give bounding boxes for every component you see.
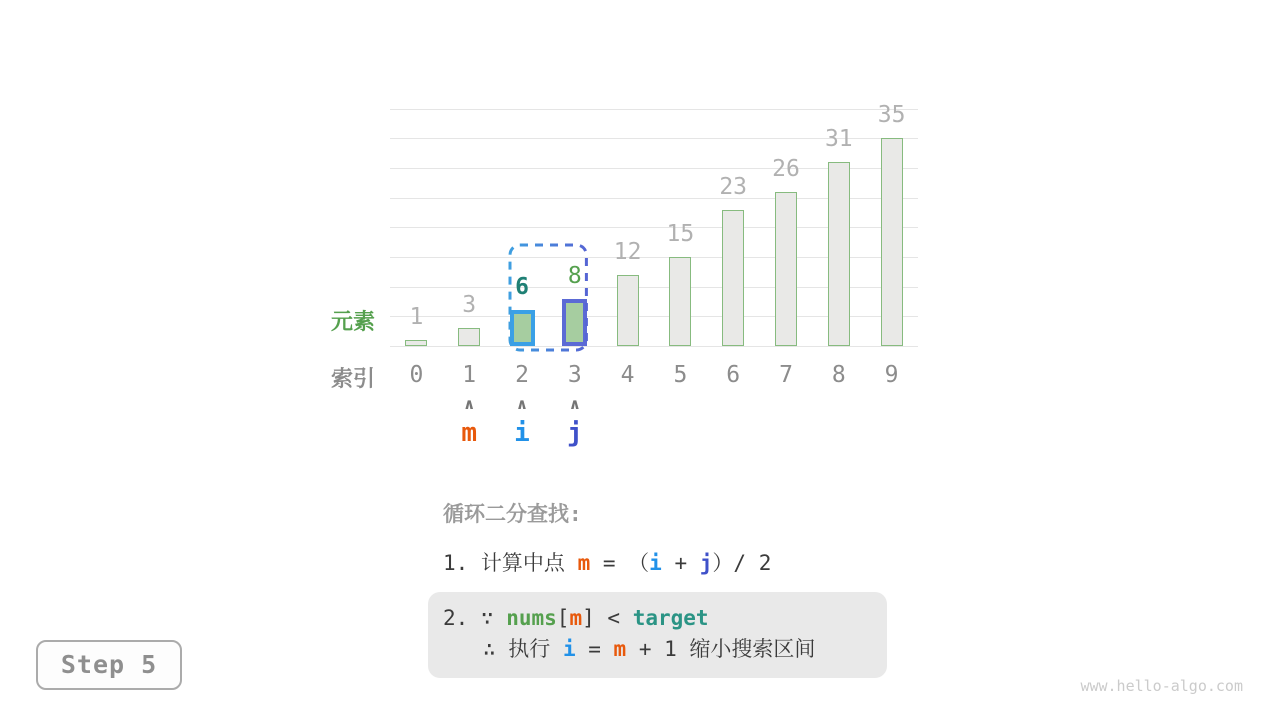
text-segment: 2. ∵	[443, 606, 507, 630]
bar-value-label: 26	[772, 155, 800, 182]
bar-value-label: 1	[409, 304, 424, 331]
text-segment: target	[632, 606, 709, 630]
bar-value-label: 8	[567, 262, 582, 289]
text-segment: nums	[506, 606, 557, 630]
bar-value-label: 12	[613, 238, 642, 265]
text-segment: m	[577, 551, 591, 575]
bar	[828, 162, 850, 346]
bar	[617, 275, 639, 346]
text-segment: m	[613, 637, 627, 661]
text-segment: ）/ 2	[712, 551, 772, 575]
index-label: 6	[726, 362, 741, 388]
text-segment: （	[628, 551, 650, 575]
panel-title: 循环二分查找:	[443, 502, 582, 526]
search-range-box	[508, 243, 588, 352]
text-segment: + 1 缩小搜索区间	[626, 637, 816, 661]
index-label: 7	[779, 362, 793, 388]
deduction-line-2	[443, 634, 887, 665]
pointer-arrow-icon: ∧	[463, 395, 476, 413]
pointer-label-j: j	[566, 418, 583, 448]
text-segment: [	[556, 606, 570, 630]
element-axis-label: 元素	[331, 310, 376, 335]
bar	[722, 210, 744, 346]
text-segment: m	[569, 606, 583, 630]
deduction-line-1	[443, 603, 887, 634]
bar	[405, 340, 427, 346]
text-segment: j	[699, 551, 713, 575]
index-label: 2	[515, 362, 529, 388]
text-segment: 1. 计算中点	[443, 551, 578, 575]
step-badge: Step 5	[36, 640, 182, 690]
search-range-box-svg	[508, 243, 588, 352]
gridline	[390, 346, 918, 347]
index-label: 4	[620, 362, 635, 388]
index-label: 3	[567, 362, 582, 388]
gridline	[390, 109, 918, 110]
text-segment: =	[575, 637, 614, 661]
pointer-arrow-icon: ∧	[568, 395, 581, 413]
index-label: 5	[673, 362, 688, 388]
bar	[881, 138, 903, 346]
bar-value-label: 31	[824, 126, 853, 153]
index-label: 1	[462, 362, 477, 388]
text-segment: i	[562, 637, 576, 661]
text-segment: ]	[582, 606, 595, 630]
text-segment: ∴ 执行	[483, 637, 563, 661]
text-segment: <	[594, 606, 633, 630]
pointer-arrow-icon: ∧	[515, 395, 529, 413]
watermark: www.hello-algo.com	[1080, 677, 1243, 695]
bar-value-label: 15	[666, 221, 695, 248]
bar	[458, 328, 480, 346]
bar-value-label: 23	[719, 173, 748, 200]
text-segment: i	[649, 551, 662, 575]
text-segment: +	[661, 551, 700, 575]
bar-value-label: 3	[462, 292, 477, 319]
pointer-label-i: i	[514, 418, 530, 448]
bar-value-label: 6	[515, 274, 529, 301]
index-label: 8	[831, 362, 846, 388]
index-label: 9	[884, 362, 899, 388]
bar	[669, 257, 691, 346]
index-label: 0	[409, 362, 424, 388]
deduction-box	[428, 592, 887, 678]
bar	[775, 192, 797, 346]
pointer-label-m: m	[461, 418, 478, 448]
text-segment: =	[590, 551, 629, 575]
formula-line	[443, 550, 771, 577]
bar-value-label: 35	[877, 102, 906, 129]
index-axis-label: 索引	[331, 367, 376, 392]
